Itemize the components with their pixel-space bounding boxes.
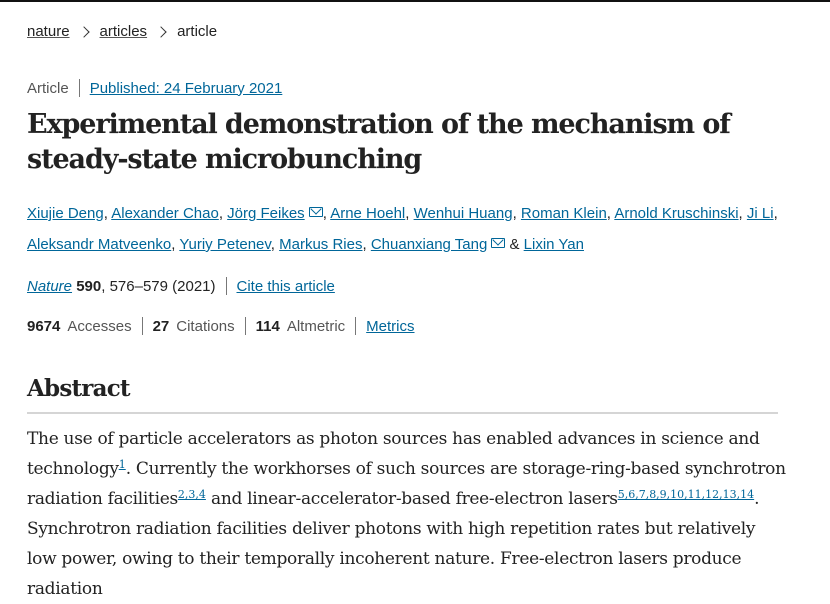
email-icon[interactable] bbox=[309, 207, 323, 217]
breadcrumb-articles[interactable]: articles bbox=[99, 23, 148, 40]
published-date-link[interactable]: Published: 24 February 2021 bbox=[89, 79, 283, 97]
abstract-heading: Abstract bbox=[27, 375, 130, 402]
volume: 590 bbox=[76, 277, 102, 295]
chevron-right-icon bbox=[155, 26, 166, 37]
article-meta bbox=[27, 79, 282, 97]
author-link[interactable]: Wenhui Huang bbox=[413, 205, 513, 222]
divider bbox=[245, 317, 246, 335]
breadcrumb-current: article bbox=[177, 23, 218, 40]
abstract-text-2: . Currently the workhorses of such sources are storage-ring-based synchrotron radiation facilities bbox=[27, 459, 786, 509]
reference-link[interactable]: 1 bbox=[118, 458, 126, 471]
author-link[interactable]: Roman Klein bbox=[520, 205, 607, 222]
article-title: Experimental demonstration of the mechanism of steady-state microbunching bbox=[27, 109, 730, 175]
article-type: Article bbox=[27, 79, 69, 97]
author-separator: , bbox=[270, 236, 280, 253]
top-border bbox=[0, 0, 830, 2]
author-link[interactable]: Arnold Kruschinski bbox=[614, 205, 739, 222]
divider bbox=[226, 277, 227, 295]
author-link[interactable]: Jörg Feikes bbox=[227, 205, 305, 222]
divider bbox=[142, 317, 143, 335]
abstract-divider bbox=[27, 412, 778, 414]
author-separator: , bbox=[362, 236, 371, 253]
author-link[interactable]: Aleksandr Matveenko bbox=[27, 236, 172, 253]
ref-2 bbox=[178, 488, 206, 501]
journal-link[interactable]: Nature bbox=[27, 277, 73, 295]
author-separator: , bbox=[322, 205, 331, 222]
metrics-link[interactable]: Metrics bbox=[366, 317, 415, 335]
breadcrumb bbox=[27, 23, 217, 40]
reference-link[interactable]: 2,3,4 bbox=[177, 488, 206, 501]
author-separator: , bbox=[103, 205, 112, 222]
altmetric-count: 114 bbox=[255, 317, 280, 335]
breadcrumb-nature[interactable]: nature bbox=[27, 23, 70, 40]
email-icon[interactable] bbox=[491, 238, 505, 248]
altmetric-label: Altmetric bbox=[286, 317, 346, 335]
divider bbox=[79, 79, 80, 97]
author-separator: & bbox=[505, 236, 524, 253]
chevron-right-icon bbox=[78, 26, 89, 37]
author-link[interactable]: Lixin Yan bbox=[523, 236, 584, 253]
citations-count: 27 bbox=[152, 317, 170, 335]
ref-3 bbox=[618, 488, 754, 501]
citations-label: Citations bbox=[176, 317, 235, 335]
author-link[interactable]: Ji Li bbox=[746, 205, 774, 222]
author-link[interactable]: Yuriy Petenev bbox=[179, 236, 271, 253]
accesses-count: 9674 bbox=[27, 317, 61, 335]
author-separator: , bbox=[606, 205, 615, 222]
citation-line bbox=[27, 277, 335, 295]
author-link[interactable]: Chuanxiang Tang bbox=[370, 236, 488, 253]
accesses-label: Accesses bbox=[67, 317, 132, 335]
abstract-text-4: . Synchrotron radiation facilities deliver photons with high repetition rates but relatively low power, owing to their temporally incoherent nature. Free-electron lasers produce radiation bbox=[27, 489, 760, 599]
author-link[interactable]: Arne Hoehl bbox=[330, 205, 406, 222]
author-link[interactable]: Alexander Chao bbox=[111, 205, 219, 222]
author-separator: , bbox=[171, 236, 180, 253]
author-link[interactable]: Markus Ries bbox=[279, 236, 363, 253]
ref-1 bbox=[119, 458, 126, 471]
author-list bbox=[27, 198, 787, 260]
abstract-text-1: The use of particle accelerators as photon sources has enabled advances in science and technology bbox=[27, 429, 760, 479]
author-separator: , bbox=[218, 205, 228, 222]
abstract-text bbox=[27, 424, 787, 604]
pages: , 576–579 (2021) bbox=[101, 277, 216, 295]
divider bbox=[355, 317, 356, 335]
author-separator: , bbox=[773, 205, 778, 222]
metrics-bar bbox=[27, 317, 415, 335]
cite-this-article-link[interactable]: Cite this article bbox=[236, 277, 335, 295]
author-separator: , bbox=[512, 205, 521, 222]
reference-link[interactable]: 5,6,7,8,9,10,11,12,13,14 bbox=[617, 488, 755, 501]
author-separator: , bbox=[738, 205, 747, 222]
author-separator: , bbox=[405, 205, 414, 222]
author-link[interactable]: Xiujie Deng bbox=[27, 205, 104, 222]
abstract-text-3: and linear-accelerator-based free-electron lasers bbox=[205, 489, 618, 509]
